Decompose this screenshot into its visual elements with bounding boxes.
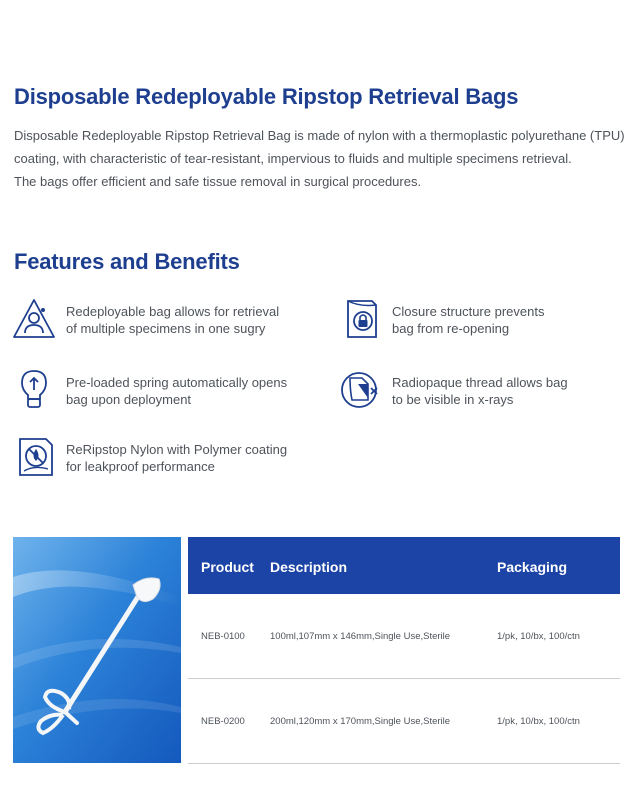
feature-line: bag upon deployment	[66, 392, 192, 407]
cell-product: NEB-0100	[201, 631, 245, 642]
feature-text	[392, 297, 544, 337]
table-header	[188, 537, 620, 594]
cell-description: 100ml,107mm x 146mm,Single Use,Sterile	[270, 631, 451, 642]
page-title: Disposable Redeployable Ripstop Retrieval Bags	[14, 84, 519, 109]
intro-paragraph	[14, 124, 630, 193]
feature-text	[66, 435, 287, 475]
feature-item	[338, 368, 568, 412]
spring-bulb-icon	[12, 368, 56, 412]
feature-line: Closure structure prevents	[392, 304, 545, 319]
no-drop-icon	[12, 435, 56, 479]
header-product: Product	[201, 559, 254, 575]
cell-packaging: 1/pk, 10/bx, 100/ctn	[497, 716, 580, 727]
intro-line: coating, with characteristic of tear-resistant, impervious to fluids and multiple specimens retrieval.	[14, 151, 572, 166]
intro-line: Disposable Redeployable Ripstop Retrieval Bag is made of nylon with a thermoplastic polyurethane (TPU)	[14, 128, 625, 143]
feature-line: Pre-loaded spring automatically opens	[66, 375, 288, 390]
feature-line: Radiopaque thread allows bag	[392, 375, 568, 390]
header-packaging: Packaging	[497, 559, 568, 575]
feature-line: Redeployable bag allows for retrieval	[66, 304, 280, 319]
table-row	[188, 679, 620, 764]
feature-line: for leakproof performance	[66, 459, 215, 474]
radiopaque-icon	[338, 368, 382, 412]
cell-product: NEB-0200	[201, 716, 245, 727]
header-description: Description	[270, 559, 348, 575]
feature-line: of multiple specimens in one sugry	[66, 321, 266, 336]
table-row	[188, 594, 620, 679]
feature-item	[338, 297, 544, 341]
triangle-person-icon	[12, 297, 56, 341]
feature-line: ReRipstop Nylon with Polymer coating	[66, 442, 288, 457]
feature-item	[12, 435, 287, 479]
feature-item	[12, 297, 279, 341]
cell-packaging: 1/pk, 10/bx, 100/ctn	[497, 631, 580, 642]
product-photo	[13, 537, 181, 763]
features-heading: Features and Benefits	[14, 249, 240, 274]
lock-bag-icon	[338, 297, 382, 341]
intro-line: The bags offer efficient and safe tissue removal in surgical procedures.	[14, 174, 422, 189]
feature-line: bag from re-opening	[392, 321, 510, 336]
feature-text	[66, 368, 287, 408]
feature-text	[66, 297, 279, 337]
cell-description: 200ml,120mm x 170mm,Single Use,Sterile	[270, 716, 451, 727]
feature-text	[392, 368, 568, 408]
feature-line: to be visible in x-rays	[392, 392, 514, 407]
retrieval-bag-image	[13, 537, 181, 763]
feature-item	[12, 368, 287, 412]
product-table	[188, 537, 620, 764]
